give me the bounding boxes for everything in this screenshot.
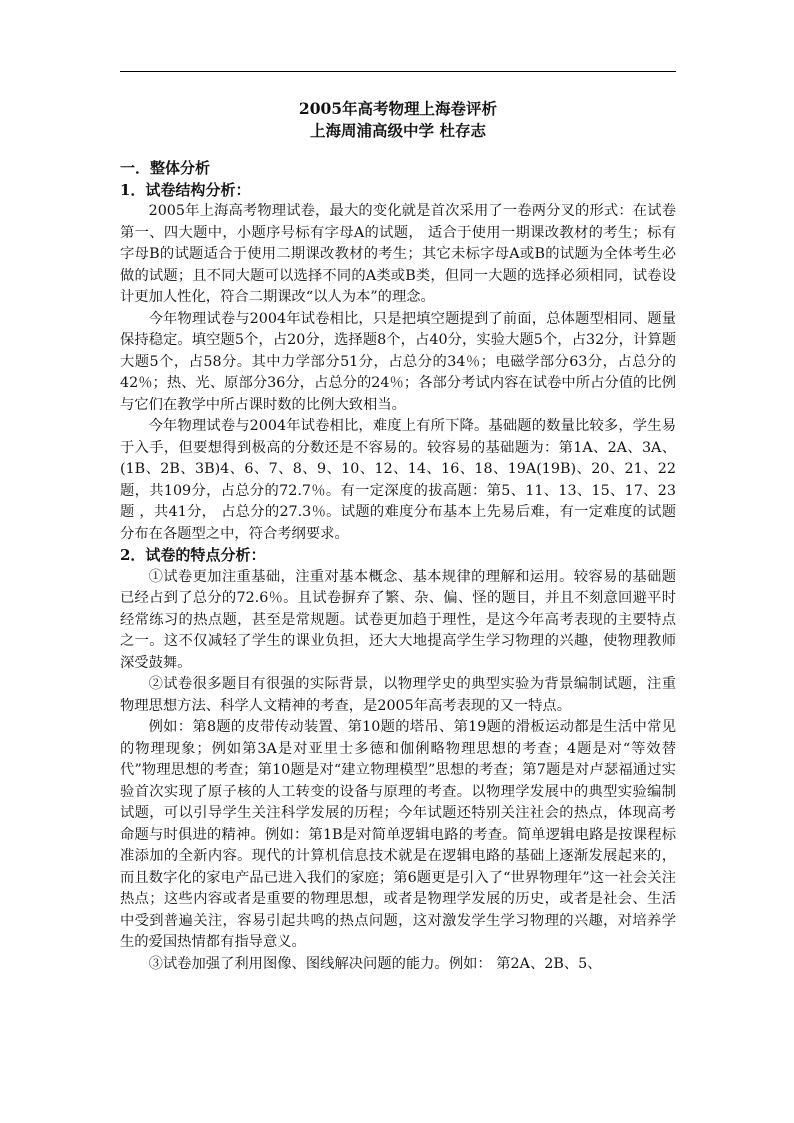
header-rule: [120, 71, 676, 72]
paragraph: ③试卷加强了利用图像、图线解决问题的能力。例如： 第2A、2B、5、: [148, 955, 602, 972]
paragraph: 今年物理试卷与2004年试卷相比，只是把填空题提到了前面，总体题型相同、题量保持稳定。填空题5个，占20分，选择题8个，占40分，实验大题5个，占32分，计算题大题5个，占58分。其中力学部分51分，占总分的34％；电磁学部分63分，占总分的42％；热、光、原部分36分，占总分的24％；各部分考试内容在试卷中所占分值的比例与它们在教学中所占课时数的比例大致相当。: [120, 310, 676, 413]
document-title: 2005年高考物理上海卷评析: [298, 99, 498, 118]
paragraph: 例如：第8题的皮带传动装置、第10题的塔吊、第19题的滑板运动都是生活中常见的物理现象；例如第3A是对亚里士多德和伽俐略物理思想的考查；4题是对“等效替代”物理思想的考查；第10题是对“建立物理模型”思想的考查；第7题是对卢瑟福通过实验首次实现了原子核的人工转变的设备与原理的考查。以物理学发展中的典型实验编制试题，可以引导学生关注科学发展的历程；今年试题还特别关注社会的热点，体现高考命题与时俱进的精神。例如：第1B是对简单逻辑电路的考查。简单逻辑电路是按课程标准添加的全新内容。现代的计算机信息技术就是在逻辑电路的基础上逐渐发展起来的，而且数字化的家电产品已进入我们的家庭；第6题更是引入了“世界物理年”这一社会关注热点；这些内容或者是重要的物理思想，或者是物理学发展的历史，或者是社会、生活中受到普遍关注，容易引起共鸣的热点问题，这对激发学生学习物理的兴趣，对培养学生的爱国热情都有指导意义。: [120, 719, 676, 950]
paragraph: 2005年上海高考物理试卷，最大的变化就是首次采用了一卷两分叉的形式：在试卷第一、四大题中，小题序号标有字母A的试题， 适合于使用一期课改教材的考生；标有字母B的试题适合于使用二期课改教材的考生；其它未标字母A或B的试题为全体考生必做的试题；且不同大题可以选择不同的A类或B类，但同一大题的选择必须相同，试卷设计更加人性化，符合二期课改“以人为本”的理念。: [120, 203, 676, 305]
document-body: [120, 98, 676, 975]
section-heading: 一．整体分析: [120, 159, 211, 177]
paragraph: 今年物理试卷与2004年试卷相比，难度上有所下降。基础题的数量比较多，学生易于入手，但要想得到极高的分数还是不容易的。较容易的基础题为：第1A、2A、3A、(1B、2B、3B)4、6、7、8、9、10、12、14、16、18、19A(19B)、20、21、22题，共109分，占总分的72.7％。有一定深度的拔高题：第5、11、13、15、17、23题 ，共41分， 占总分的27.3％。试题的难度分布基本上先易后难，有一定难度的试题分布在各题型之中，符合考纲要求。: [120, 418, 676, 542]
subsection-heading: 2．试卷的特点分析：: [120, 546, 266, 564]
document-author: 上海周浦高级中学 杜存志: [310, 121, 486, 140]
paragraph: ①试卷更加注重基础，注重对基本概念、基本规律的理解和运用。较容易的基础题已经占到了总分的72.6％。且试卷摒弃了繁、杂、偏、怪的题目，并且不刻意回避平时经常练习的热点题，甚至是常规题。试卷更加趋于理性，是这今年高考表现的主要特点之一。这不仅减轻了学生的课业负担，还大大地提高学生学习物理的兴趣，使物理教师深受鼓舞。: [120, 568, 676, 671]
paragraph: ②试卷很多题目有很强的实际背景，以物理学史的典型实验为背景编制试题，注重物理思想方法、科学人文精神的考查，是2005年高考表现的又一特点。: [120, 676, 676, 714]
subsection-heading: 1．试卷结构分析：: [120, 180, 251, 199]
